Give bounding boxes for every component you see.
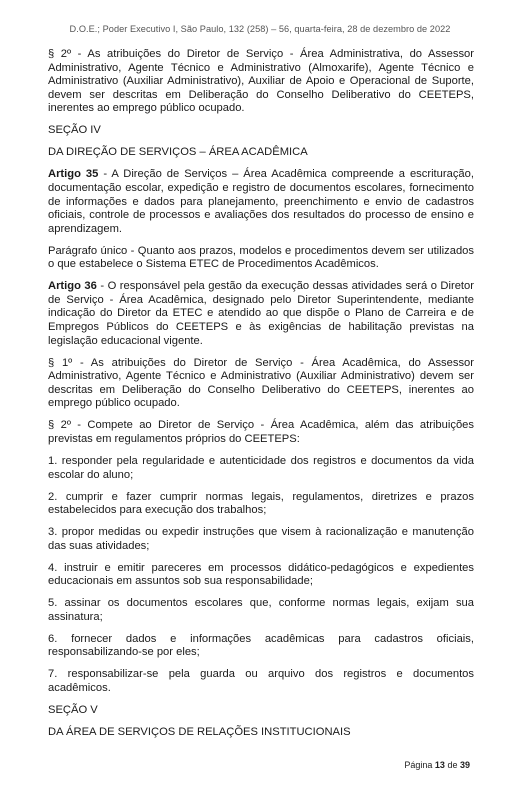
paragraph-text: Parágrafo único - Quanto aos prazos, modelos e procedimentos devem ser utilizados o que estabelece o Sistema ETEC de Procedimentos Acadêmicos. [48,244,474,271]
page-number: 13 [434,760,445,770]
paragraph-text: § 2º - Compete ao Diretor de Serviço - Área Acadêmica, além das atribuições previstas em regulamentos próprios do CEETEPS: [48,419,474,445]
article-number: Artigo 35 [48,168,99,181]
list-item [48,668,474,695]
page-total: 39 [459,760,470,770]
paragraph [48,245,474,272]
section-heading: SEÇÃO V [48,704,98,717]
page-header: D.O.E.; Poder Executivo I, São Paulo, 132 (258) – 56, quarta-feira, 28 de dezembro de 2022 [69,24,451,34]
section-title: DA ÁREA DE SERVIÇOS DE RELAÇÕES INSTITUCIONAIS [48,726,351,738]
list-item [48,633,474,660]
list-item-text: 7. responsabilizar-se pela guarda ou arquivo dos registros e documentos acadêmicos. [48,668,474,695]
paragraph-text: - O responsável pela gestão da execução dessas atividades será o Diretor de Serviço - Área Acadêmica, designado pelo Diretor Superintendente, mediante indicação do Diretor da ETEC e atendido ao que dispõe o Plano de Carreira e de Empregos Públicos do CEETEPS e às exigências de habilitação previstas na legislação educacional vigente. [48,280,474,347]
list-item-text: 4. instruir e emitir pareceres em processos didático-pedagógicos e expedientes educacionais em assuntos sob sua responsabilidade; [48,561,474,588]
list-item-text: 3. propor medidas ou expedir instruções que visem à racionalização e manutenção das suas atividades; [48,526,474,552]
list-item [48,526,474,553]
list-item-text: 5. assinar os documentos escolares que, conforme normas legais, exijam sua assinatura; [48,597,474,623]
document-body [48,48,474,748]
list-item [48,597,474,624]
paragraph-text: - A Direção de Serviços – Área Acadêmica compreende a escrituração, documentação escolar, expedição e registro de documentos escolares, fornecimento de informações e dados para planejamento, preenchimento e envio de cadastros oficiais, controle de processos e avaliações dos resultados do processo de ensino e aprendizagem. [48,168,474,235]
paragraph-text: § 2º - As atribuições do Diretor de Serviço - Área Administrativa, do Assessor Administrativo, Agente Técnico e Administrativo (Almoxarife), Agente Técnico e Administrativo (Auxiliar Administrativo), Auxiliar de Apoio e Operacional de Suporte, devem ser descritas em Deliberação do Conselho Deliberativo do CEETEPS, inerentes ao emprego público ocupado. [48,48,474,115]
article-paragraph [48,280,474,348]
list-item [48,562,474,589]
section-title: DA DIREÇÃO DE SERVIÇOS – ÁREA ACADÊMICA [48,146,308,159]
article-number: Artigo 36 [48,280,97,293]
page-of-label: de [447,760,458,770]
article-paragraph [48,168,474,236]
list-item [48,455,474,482]
page-footer [404,760,470,770]
list-item-text: 2. cumprir e fazer cumprir normas legais, regulamentos, diretrizes e prazos estabelecidos para execução dos trabalhos; [48,490,474,517]
list-item-text: 1. responder pela regularidade e autenticidade dos registros e documentos da vida escolar do aluno; [48,454,474,481]
list-item-text: 6. fornecer dados e informações acadêmicas para cadastros oficiais, responsabilizando-se por eles; [48,632,474,659]
page-label: Página [404,760,433,770]
paragraph [48,357,474,411]
paragraph-text: § 1º - As atribuições do Diretor de Serviço - Área Acadêmica, do Assessor Administrativo, Agente Técnico e Administrativo (Auxiliar Administrativo) devem ser descritas em Deliberação do Conselho Deliberativo do CEETEPS, inerentes ao emprego público ocupado. [48,356,474,410]
paragraph [48,48,474,116]
list-item [48,491,474,518]
section-heading: SEÇÃO IV [48,124,101,137]
paragraph [48,419,474,446]
